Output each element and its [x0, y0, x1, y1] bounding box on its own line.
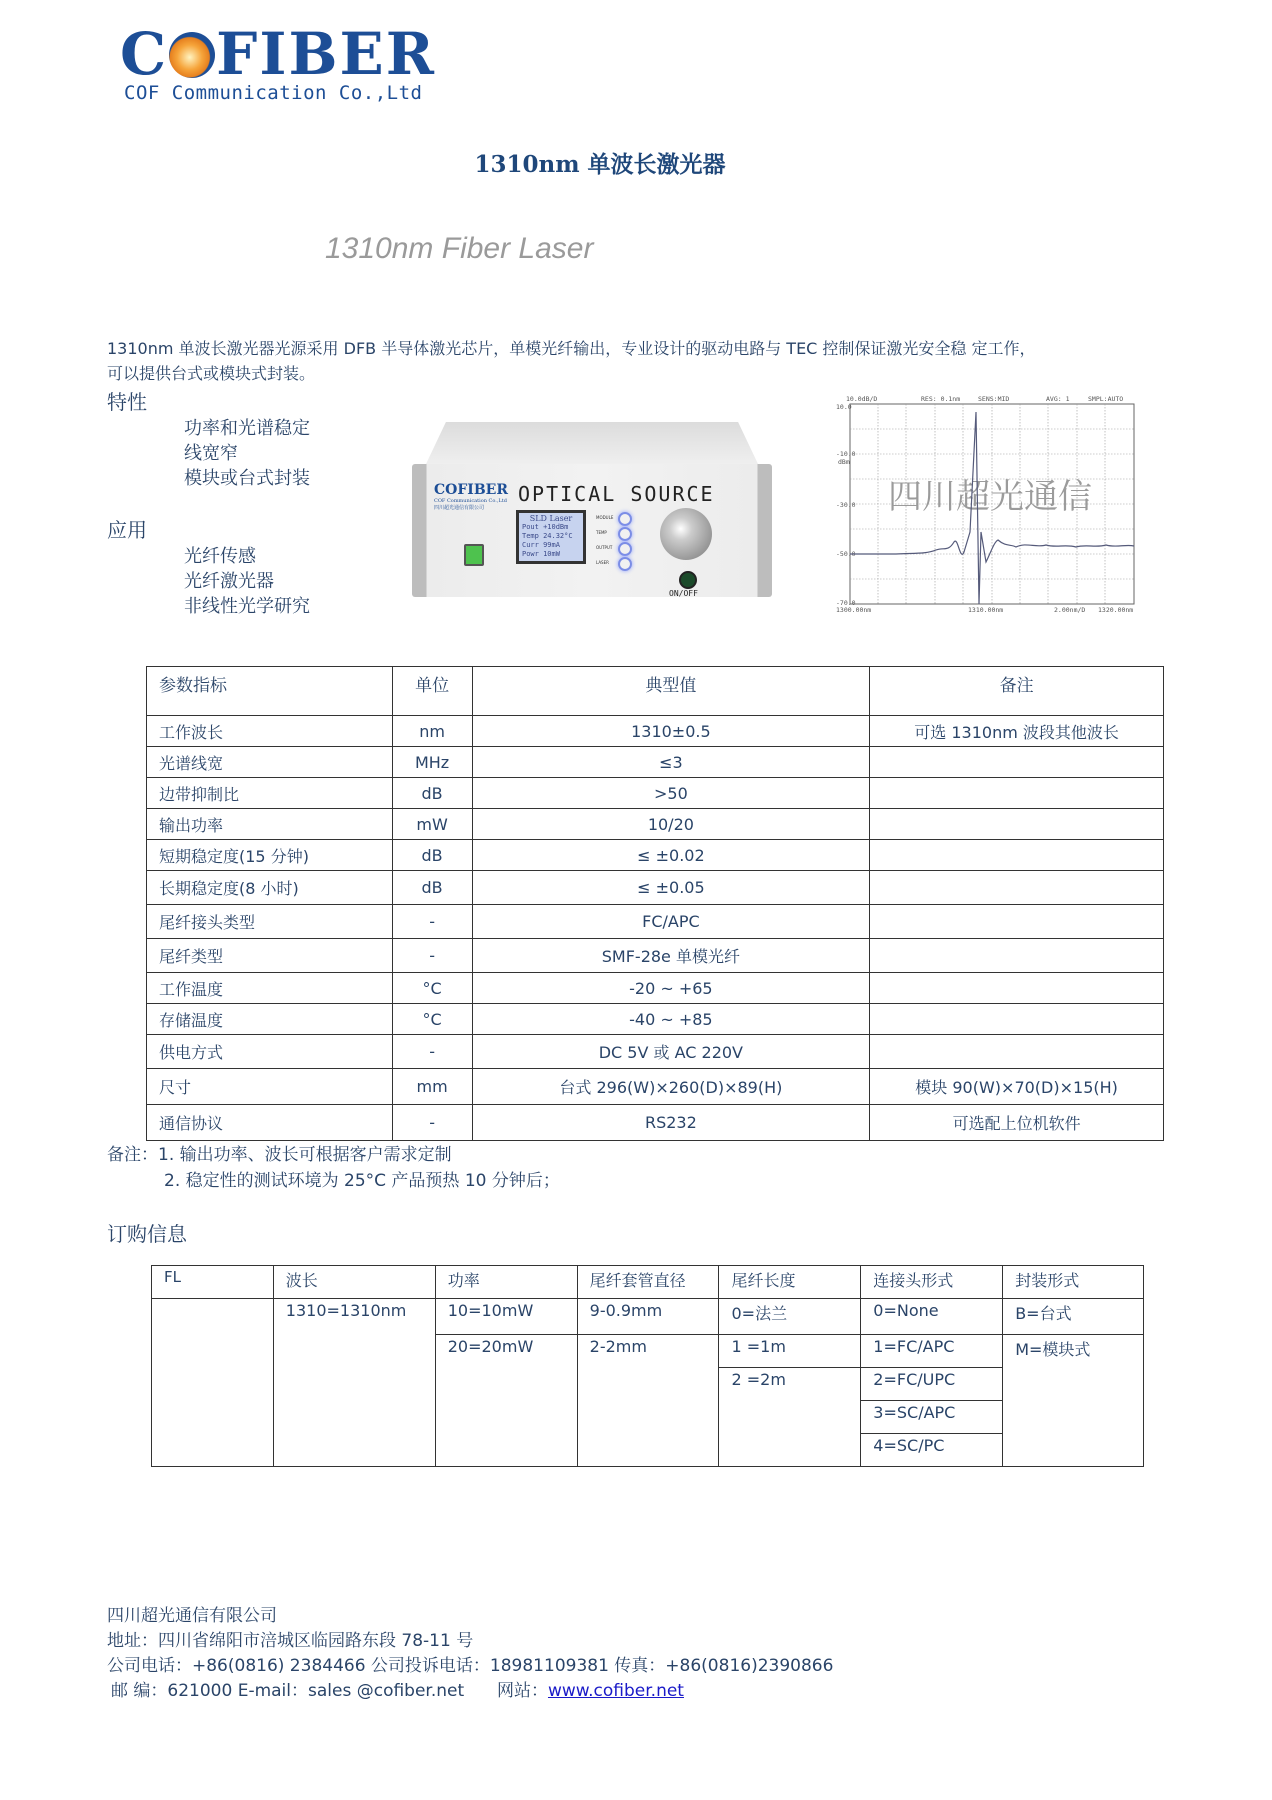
header-cell: 参数指标 [147, 667, 393, 716]
param-cell: 边带抑制比 [147, 778, 393, 809]
ordering-table [151, 1265, 1144, 1467]
table-row [147, 778, 1164, 809]
y-axis-label: dBm [838, 458, 850, 466]
connector-option: 0=None [861, 1299, 1003, 1335]
company-logo [120, 22, 436, 86]
param-cell: 长期稳定度(8 小时) [147, 871, 393, 905]
chart-avg: AVG: 1 [1046, 395, 1070, 403]
table-row [147, 973, 1164, 1004]
chart-smpl: SMPL:AUTO [1088, 395, 1124, 403]
page-title: 1310nm 单波长激光器 [474, 151, 726, 178]
lcd-line: Pout +10dBm [522, 523, 569, 531]
package-option: M=模块式 [1003, 1335, 1144, 1467]
footer-contact [107, 1604, 833, 1704]
header-cell: 备注 [870, 667, 1164, 716]
chart-watermark: 四川超光通信 [888, 477, 1092, 517]
device-top-panel [426, 422, 758, 464]
logo-text: FIBER [216, 20, 436, 88]
power-option: 10=10mW [435, 1299, 577, 1335]
ordering-header-row [152, 1266, 1144, 1299]
remark-cell [870, 1035, 1164, 1069]
features-heading: 特性 [107, 390, 147, 414]
feature-item: 功率和光谱稳定 [184, 418, 310, 439]
logo-subtitle: COF Communication Co.,Ltd [124, 82, 423, 104]
header-cell: 连接头形式 [861, 1266, 1003, 1299]
param-cell: 输出功率 [147, 809, 393, 840]
table-row [147, 1069, 1164, 1105]
unit-cell: °C [392, 973, 472, 1004]
led-indicator-icon [618, 542, 632, 556]
value-cell: DC 5V 或 AC 220V [472, 1035, 870, 1069]
remark-cell [870, 840, 1164, 871]
device-front-panel [412, 464, 772, 597]
value-cell: RS232 [472, 1105, 870, 1141]
header-cell: 典型值 [472, 667, 870, 716]
sun-logo-icon [169, 32, 215, 78]
y-tick: -30.0 [836, 501, 856, 509]
notes [107, 1142, 560, 1194]
device-panel-label: OPTICAL SOURCE [518, 482, 715, 506]
table-row [147, 840, 1164, 871]
table-header-row [147, 667, 1164, 716]
value-cell: ≤ ±0.05 [472, 871, 870, 905]
remark-cell [870, 939, 1164, 973]
param-cell: 工作波长 [147, 716, 393, 747]
header-cell: 功率 [435, 1266, 577, 1299]
lcd-line: Curr 99mA [522, 541, 560, 549]
lcd-line: SLD Laser [529, 514, 573, 523]
chart-scale: 10.0dB/D [846, 395, 878, 403]
device-green-button [464, 544, 484, 566]
header-cell: 封装形式 [1003, 1266, 1144, 1299]
unit-cell: - [392, 905, 472, 939]
header-cell: 尾纤长度 [719, 1266, 861, 1299]
applications-heading: 应用 [107, 518, 147, 542]
table-row [147, 809, 1164, 840]
led-indicator-icon [618, 527, 632, 541]
header-cell: FL [152, 1266, 274, 1299]
ordering-title: 订购信息 [107, 1222, 187, 1246]
spec-table [146, 666, 1164, 1141]
table-row [147, 716, 1164, 747]
logo-letter-c: C [120, 20, 169, 88]
header-cell: 波长 [273, 1266, 435, 1299]
power-option: 20=20mW [435, 1335, 577, 1467]
x-tick: 1310.00nm [968, 606, 1004, 614]
y-tick: -10.0 [836, 450, 856, 458]
power-label: ON/OFF [669, 589, 698, 598]
y-tick: -50.0 [836, 550, 856, 558]
param-cell: 短期稳定度(15 分钟) [147, 840, 393, 871]
device-lcd-screen [516, 510, 586, 564]
led-label: TEMP [596, 530, 607, 535]
unit-cell: nm [392, 716, 472, 747]
power-button-icon [679, 571, 697, 589]
param-cell: 尺寸 [147, 1069, 393, 1105]
spectrum-chart [836, 392, 1146, 614]
connector-option: 2=FC/UPC [861, 1368, 1003, 1401]
page-subtitle: 1310nm Fiber Laser [325, 232, 594, 265]
table-row [147, 905, 1164, 939]
value-cell: -40 ~ +85 [472, 1004, 870, 1035]
unit-cell: dB [392, 840, 472, 871]
feature-item: 线宽窄 [184, 443, 238, 464]
header-cell: 尾纤套管直径 [577, 1266, 719, 1299]
led-indicator-icon [618, 557, 632, 571]
feature-item: 模块或台式封装 [184, 468, 310, 489]
device-photo [412, 422, 772, 597]
website-label: 网站： [496, 1681, 548, 1701]
value-cell: 1310±0.5 [472, 716, 870, 747]
x-tick: 1320.00nm [1098, 606, 1134, 614]
note-item: 2. 稳定性的测试环境为 25°C 产品预热 10 分钟后； [164, 1171, 560, 1191]
application-item: 光纤激光器 [184, 571, 274, 592]
company-name: 四川超光通信有限公司 [107, 1606, 277, 1626]
package-option: B=台式 [1003, 1299, 1144, 1335]
y-tick: 10.0 [836, 403, 852, 411]
device-knob [660, 508, 712, 560]
remark-cell [870, 1004, 1164, 1035]
table-row [147, 871, 1164, 905]
notes-label: 备注： [107, 1145, 158, 1165]
unit-cell: - [392, 1035, 472, 1069]
company-address: 地址：四川省绵阳市涪城区临园路东段 78-11 号 [107, 1631, 474, 1651]
connector-option: 4=SC/PC [861, 1434, 1003, 1467]
param-cell: 尾纤类型 [147, 939, 393, 973]
remark-cell: 可选配上位机软件 [870, 1105, 1164, 1141]
ferrule-option: 9-0.9mm [577, 1299, 719, 1335]
x-tick: 2.00nm/D [1054, 606, 1086, 614]
table-row [147, 747, 1164, 778]
value-cell: 台式 296(W)×260(D)×89(H) [472, 1069, 870, 1105]
intro-line: 1310nm 单波长激光器光源采用 DFB 半导体激光芯片，单模光纤输出，专业设计的驱动电路与 TEC 控制保证激光安全稳 定工作， [107, 339, 1036, 358]
unit-cell: - [392, 1105, 472, 1141]
value-cell: SMF-28e 单模光纤 [472, 939, 870, 973]
device-brand-text: COFIBER [434, 482, 508, 498]
company-phones: 公司电话：+86(0816) 2384466 公司投诉电话：18981109381 传真：+86(0816)2390866 [107, 1656, 834, 1676]
x-tick: 1300.00nm [836, 606, 872, 614]
postal-email: 邮 编：621000 E-mail：sales @cofiber.net [111, 1681, 465, 1701]
intro-line: 可以提供台式或模块式封装。 [107, 364, 316, 383]
value-cell: ≤ ±0.02 [472, 840, 870, 871]
value-cell: -20 ~ +65 [472, 973, 870, 1004]
value-cell: >50 [472, 778, 870, 809]
remark-cell: 模块 90(W)×70(D)×15(H) [870, 1069, 1164, 1105]
application-item: 光纤传感 [184, 546, 256, 567]
chart-sens: SENS:MID [978, 395, 1010, 403]
chart-res: RES: 0.1nm [921, 395, 961, 403]
device-brand-sub: COF Communication Co.,Ltd [434, 498, 508, 504]
led-label: LASER [596, 560, 609, 565]
lcd-line: Powr 10mW [522, 550, 560, 558]
website-link[interactable]: www.cofiber.net [547, 1681, 684, 1701]
device-brand [434, 482, 508, 511]
unit-cell: mm [392, 1069, 472, 1105]
wavelength-option: 1310=1310nm [273, 1299, 435, 1467]
led-label: OUTPUT [596, 545, 613, 550]
param-cell: 光谱线宽 [147, 747, 393, 778]
table-row [147, 1035, 1164, 1069]
param-cell: 工作温度 [147, 973, 393, 1004]
unit-cell: dB [392, 778, 472, 809]
remark-cell [870, 871, 1164, 905]
unit-cell: mW [392, 809, 472, 840]
param-cell: 存储温度 [147, 1004, 393, 1035]
connector-option: 3=SC/APC [861, 1401, 1003, 1434]
remark-cell [870, 747, 1164, 778]
fiber-length-option: 2 =2m [719, 1368, 861, 1467]
unit-cell: - [392, 939, 472, 973]
intro-paragraph [107, 336, 1197, 386]
application-item: 非线性光学研究 [184, 596, 310, 617]
led-indicator-icon [618, 512, 632, 526]
value-cell: ≤3 [472, 747, 870, 778]
remark-cell [870, 973, 1164, 1004]
remark-cell [870, 809, 1164, 840]
connector-option: 1=FC/APC [861, 1335, 1003, 1368]
fl-cell [152, 1299, 274, 1467]
unit-cell: °C [392, 1004, 472, 1035]
table-row [147, 1105, 1164, 1141]
unit-cell: dB [392, 871, 472, 905]
fiber-length-option: 1 =1m [719, 1335, 861, 1368]
table-row [147, 1004, 1164, 1035]
lcd-line: Temp 24.32°C [522, 532, 573, 540]
note-item: 1. 输出功率、波长可根据客户需求定制 [158, 1145, 452, 1165]
remark-cell: 可选 1310nm 波段其他波长 [870, 716, 1164, 747]
header-cell: 单位 [392, 667, 472, 716]
led-label: MODULE [596, 515, 614, 520]
param-cell: 供电方式 [147, 1035, 393, 1069]
ferrule-option: 2-2mm [577, 1335, 719, 1467]
table-row [147, 939, 1164, 973]
param-cell: 通信协议 [147, 1105, 393, 1141]
value-cell: 10/20 [472, 809, 870, 840]
device-brand-cn: 四川超光通信有限公司 [434, 505, 485, 511]
remark-cell [870, 905, 1164, 939]
y-tick: -70.0 [836, 599, 856, 607]
unit-cell: MHz [392, 747, 472, 778]
remark-cell [870, 778, 1164, 809]
value-cell: FC/APC [472, 905, 870, 939]
param-cell: 尾纤接头类型 [147, 905, 393, 939]
ordering-row [152, 1299, 1144, 1335]
fiber-length-option: 0=法兰 [719, 1299, 861, 1335]
